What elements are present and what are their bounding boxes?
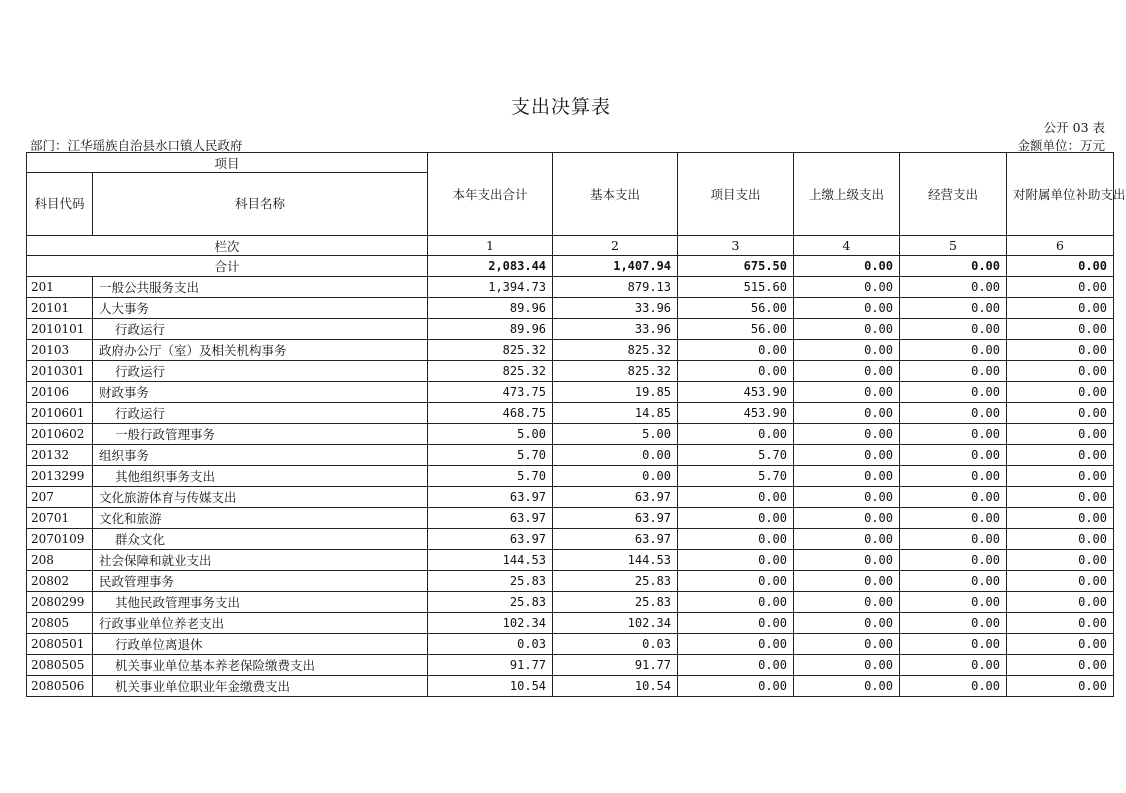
table-row: [27, 676, 1114, 697]
subject-code-cell: 20106: [27, 382, 93, 403]
subject-name-cell: 社会保障和就业支出: [93, 550, 428, 571]
subject-name-cell: 人大事务: [93, 298, 428, 319]
page-title: 支出决算表: [510, 96, 611, 118]
amount-cell: 0.00: [1007, 592, 1114, 613]
amount-cell: 0.00: [1007, 298, 1114, 319]
subject-code-cell: 20701: [27, 508, 93, 529]
amount-cell: 0.00: [794, 613, 900, 634]
amount-cell: 0.00: [1007, 340, 1114, 361]
amount-cell: 825.32: [428, 340, 553, 361]
amount-cell: 0.00: [794, 592, 900, 613]
subject-name-cell: 一般公共服务支出: [93, 277, 428, 298]
amount-cell: 33.96: [553, 319, 678, 340]
subject-name-cell: 机关事业单位职业年金缴费支出: [93, 676, 428, 697]
amount-cell: 0.03: [553, 634, 678, 655]
subject-name-cell: 组织事务: [93, 445, 428, 466]
amount-cell: 89.96: [428, 298, 553, 319]
subject-code-cell: 2010301: [27, 361, 93, 382]
subject-code-cell: 20103: [27, 340, 93, 361]
table-row: [27, 571, 1114, 592]
subject-code-cell: 2010101: [27, 319, 93, 340]
amount-cell: 0.00: [678, 571, 794, 592]
table-row: [27, 508, 1114, 529]
table-row: [27, 466, 1114, 487]
amount-cell: 0.00: [794, 319, 900, 340]
amount-cell: 0.00: [678, 613, 794, 634]
amount-cell: 515.60: [678, 277, 794, 298]
subject-code-cell: 2080505: [27, 655, 93, 676]
amount-cell: 0.00: [794, 634, 900, 655]
subject-code-cell: 2080299: [27, 592, 93, 613]
subject-code-cell: 20805: [27, 613, 93, 634]
amount-cell: 0.00: [794, 403, 900, 424]
subject-name-cell: 其他民政管理事务支出: [93, 592, 428, 613]
amount-cell: 0.00: [794, 424, 900, 445]
amount-cell: 0.00: [794, 277, 900, 298]
header-col-number: 4: [794, 236, 900, 256]
subject-name-cell: 群众文化: [93, 529, 428, 550]
amount-cell: 0.00: [900, 550, 1007, 571]
subject-code-cell: 207: [27, 487, 93, 508]
table-row: [27, 403, 1114, 424]
amount-cell: 0.00: [794, 550, 900, 571]
amount-cell: 0.00: [678, 550, 794, 571]
amount-cell: 0.00: [794, 298, 900, 319]
amount-cell: 144.53: [553, 550, 678, 571]
subject-name-cell: 文化和旅游: [93, 508, 428, 529]
amount-cell: 25.83: [553, 571, 678, 592]
amount-cell: 63.97: [428, 487, 553, 508]
expenditure-table: [26, 152, 1126, 697]
amount-cell: 5.70: [428, 466, 553, 487]
subject-code-cell: 20101: [27, 298, 93, 319]
amount-cell: 0.00: [900, 508, 1007, 529]
amount-cell: 0.00: [794, 340, 900, 361]
amount-cell: 1,394.73: [428, 277, 553, 298]
amount-cell: 453.90: [678, 382, 794, 403]
subject-name-cell: 文化旅游体育与传媒支出: [93, 487, 428, 508]
amount-cell: 0.00: [794, 655, 900, 676]
amount-cell: 0.00: [1007, 634, 1114, 655]
total-cell: 0.00: [1007, 256, 1114, 277]
amount-cell: 14.85: [553, 403, 678, 424]
amount-cell: 0.00: [900, 445, 1007, 466]
form-number: 公开 03 表: [1043, 120, 1105, 135]
table-row: [27, 487, 1114, 508]
amount-unit-label: 金额单位：万元: [1017, 138, 1105, 153]
amount-cell: 0.00: [553, 466, 678, 487]
subject-name-cell: 一般行政管理事务: [93, 424, 428, 445]
amount-cell: 0.00: [900, 613, 1007, 634]
subject-code-cell: 2080506: [27, 676, 93, 697]
amount-cell: 0.00: [900, 571, 1007, 592]
amount-cell: 25.83: [428, 571, 553, 592]
amount-cell: 0.00: [900, 529, 1007, 550]
amount-cell: 0.00: [1007, 487, 1114, 508]
amount-cell: 0.00: [678, 655, 794, 676]
table-row: [27, 298, 1114, 319]
subject-name-cell: 财政事务: [93, 382, 428, 403]
subject-code-cell: 201: [27, 277, 93, 298]
total-label: 合计: [27, 256, 428, 277]
amount-cell: 0.00: [794, 445, 900, 466]
amount-cell: 91.77: [553, 655, 678, 676]
subject-code-cell: 2080501: [27, 634, 93, 655]
amount-cell: 0.00: [1007, 676, 1114, 697]
amount-cell: 63.97: [428, 508, 553, 529]
subject-name-cell: 行政运行: [93, 319, 428, 340]
amount-cell: 0.00: [1007, 445, 1114, 466]
amount-cell: 10.54: [553, 676, 678, 697]
subject-name-cell: 政府办公厅（室）及相关机构事务: [93, 340, 428, 361]
amount-cell: 0.00: [794, 676, 900, 697]
table-row: [27, 592, 1114, 613]
amount-cell: 5.00: [428, 424, 553, 445]
amount-cell: 0.00: [900, 466, 1007, 487]
amount-cell: 19.85: [553, 382, 678, 403]
header-total-expenditure: 本年支出合计: [428, 153, 553, 236]
subject-code-cell: 2010601: [27, 403, 93, 424]
amount-cell: 0.00: [1007, 466, 1114, 487]
header-remit-superior: 上缴上级支出: [794, 153, 900, 236]
subject-code-cell: 20802: [27, 571, 93, 592]
subject-code-cell: 20132: [27, 445, 93, 466]
amount-cell: 0.00: [1007, 424, 1114, 445]
amount-cell: 0.00: [678, 529, 794, 550]
amount-cell: 0.00: [678, 508, 794, 529]
table-row: [27, 634, 1114, 655]
subject-name-cell: 民政管理事务: [93, 571, 428, 592]
amount-cell: 825.32: [553, 361, 678, 382]
amount-cell: 0.00: [794, 382, 900, 403]
amount-cell: 473.75: [428, 382, 553, 403]
amount-cell: 0.00: [1007, 508, 1114, 529]
amount-cell: 468.75: [428, 403, 553, 424]
amount-cell: 25.83: [428, 592, 553, 613]
amount-cell: 63.97: [553, 508, 678, 529]
table-row: [27, 655, 1114, 676]
amount-cell: 0.00: [900, 319, 1007, 340]
amount-cell: 5.00: [553, 424, 678, 445]
amount-cell: 33.96: [553, 298, 678, 319]
amount-cell: 0.00: [794, 466, 900, 487]
subject-code-cell: 208: [27, 550, 93, 571]
table-row: [27, 340, 1114, 361]
amount-cell: 0.00: [1007, 382, 1114, 403]
amount-cell: 0.00: [900, 340, 1007, 361]
amount-cell: 10.54: [428, 676, 553, 697]
header-operating-expenditure: 经营支出: [900, 153, 1007, 236]
subject-name-cell: 机关事业单位基本养老保险缴费支出: [93, 655, 428, 676]
amount-cell: 0.03: [428, 634, 553, 655]
amount-cell: 0.00: [794, 508, 900, 529]
table-row: [27, 613, 1114, 634]
header-item: 项目: [27, 153, 428, 173]
subject-code-cell: 2070109: [27, 529, 93, 550]
amount-cell: 56.00: [678, 298, 794, 319]
amount-cell: 5.70: [428, 445, 553, 466]
table-row: [27, 424, 1114, 445]
amount-cell: 0.00: [1007, 550, 1114, 571]
header-subsidiary-subsidy: 对附属单位补助支出: [1007, 153, 1114, 236]
header-col-number: 5: [900, 236, 1007, 256]
amount-cell: 5.70: [678, 445, 794, 466]
amount-cell: 0.00: [900, 424, 1007, 445]
subject-name-cell: 行政单位离退休: [93, 634, 428, 655]
amount-cell: 0.00: [900, 655, 1007, 676]
table-row: [27, 277, 1114, 298]
amount-cell: 0.00: [678, 634, 794, 655]
amount-cell: 5.70: [678, 466, 794, 487]
amount-cell: 879.13: [553, 277, 678, 298]
department-label: 部门：江华瑶族自治县水口镇人民政府: [30, 138, 243, 153]
header-col-number: 1: [428, 236, 553, 256]
amount-cell: 63.97: [553, 487, 678, 508]
amount-cell: 0.00: [678, 592, 794, 613]
amount-cell: 0.00: [1007, 613, 1114, 634]
amount-cell: 0.00: [1007, 655, 1114, 676]
amount-cell: 825.32: [428, 361, 553, 382]
amount-cell: 63.97: [553, 529, 678, 550]
amount-cell: 63.97: [428, 529, 553, 550]
amount-cell: 144.53: [428, 550, 553, 571]
amount-cell: 0.00: [678, 676, 794, 697]
amount-cell: 0.00: [1007, 403, 1114, 424]
amount-cell: 25.83: [553, 592, 678, 613]
subject-name-cell: 行政事业单位养老支出: [93, 613, 428, 634]
subject-code-cell: 2013299: [27, 466, 93, 487]
amount-cell: 0.00: [794, 487, 900, 508]
amount-cell: 0.00: [1007, 529, 1114, 550]
total-cell: 0.00: [794, 256, 900, 277]
table-row: [27, 319, 1114, 340]
amount-cell: 56.00: [678, 319, 794, 340]
amount-cell: 89.96: [428, 319, 553, 340]
header-subject-name: 科目名称: [93, 173, 428, 236]
amount-cell: 0.00: [553, 445, 678, 466]
total-cell: 1,407.94: [553, 256, 678, 277]
amount-cell: 453.90: [678, 403, 794, 424]
amount-cell: 0.00: [794, 529, 900, 550]
amount-cell: 0.00: [678, 340, 794, 361]
amount-cell: 0.00: [678, 361, 794, 382]
subject-name-cell: 行政运行: [93, 361, 428, 382]
amount-cell: 102.34: [553, 613, 678, 634]
amount-cell: 0.00: [900, 298, 1007, 319]
amount-cell: 0.00: [900, 403, 1007, 424]
amount-cell: 0.00: [1007, 319, 1114, 340]
amount-cell: 825.32: [553, 340, 678, 361]
total-cell: 0.00: [900, 256, 1007, 277]
header-basic-expenditure: 基本支出: [553, 153, 678, 236]
header-col-number: 2: [553, 236, 678, 256]
amount-cell: 0.00: [678, 487, 794, 508]
subject-name-cell: 行政运行: [93, 403, 428, 424]
subject-name-cell: 其他组织事务支出: [93, 466, 428, 487]
header-subject-code: 科目代码: [27, 173, 93, 236]
amount-cell: 0.00: [1007, 571, 1114, 592]
amount-cell: 0.00: [794, 361, 900, 382]
table-row: [27, 361, 1114, 382]
subject-code-cell: 2010602: [27, 424, 93, 445]
header-row-index-label: 栏次: [27, 236, 428, 256]
amount-cell: 0.00: [900, 592, 1007, 613]
amount-cell: 0.00: [1007, 361, 1114, 382]
amount-cell: 0.00: [900, 361, 1007, 382]
amount-cell: 102.34: [428, 613, 553, 634]
header-col-number: 6: [1007, 236, 1114, 256]
table-row: [27, 382, 1114, 403]
total-cell: 2,083.44: [428, 256, 553, 277]
table-row: [27, 445, 1114, 466]
amount-cell: 0.00: [1007, 277, 1114, 298]
amount-cell: 0.00: [794, 571, 900, 592]
header-col-number: 3: [678, 236, 794, 256]
amount-cell: 0.00: [900, 382, 1007, 403]
amount-cell: 0.00: [900, 487, 1007, 508]
amount-cell: 0.00: [900, 676, 1007, 697]
amount-cell: 0.00: [900, 634, 1007, 655]
amount-cell: 0.00: [900, 277, 1007, 298]
table-row: [27, 550, 1114, 571]
amount-cell: 0.00: [678, 424, 794, 445]
header-project-expenditure: 项目支出: [678, 153, 794, 236]
table-row: [27, 529, 1114, 550]
total-cell: 675.50: [678, 256, 794, 277]
amount-cell: 91.77: [428, 655, 553, 676]
total-row: [27, 256, 1114, 277]
